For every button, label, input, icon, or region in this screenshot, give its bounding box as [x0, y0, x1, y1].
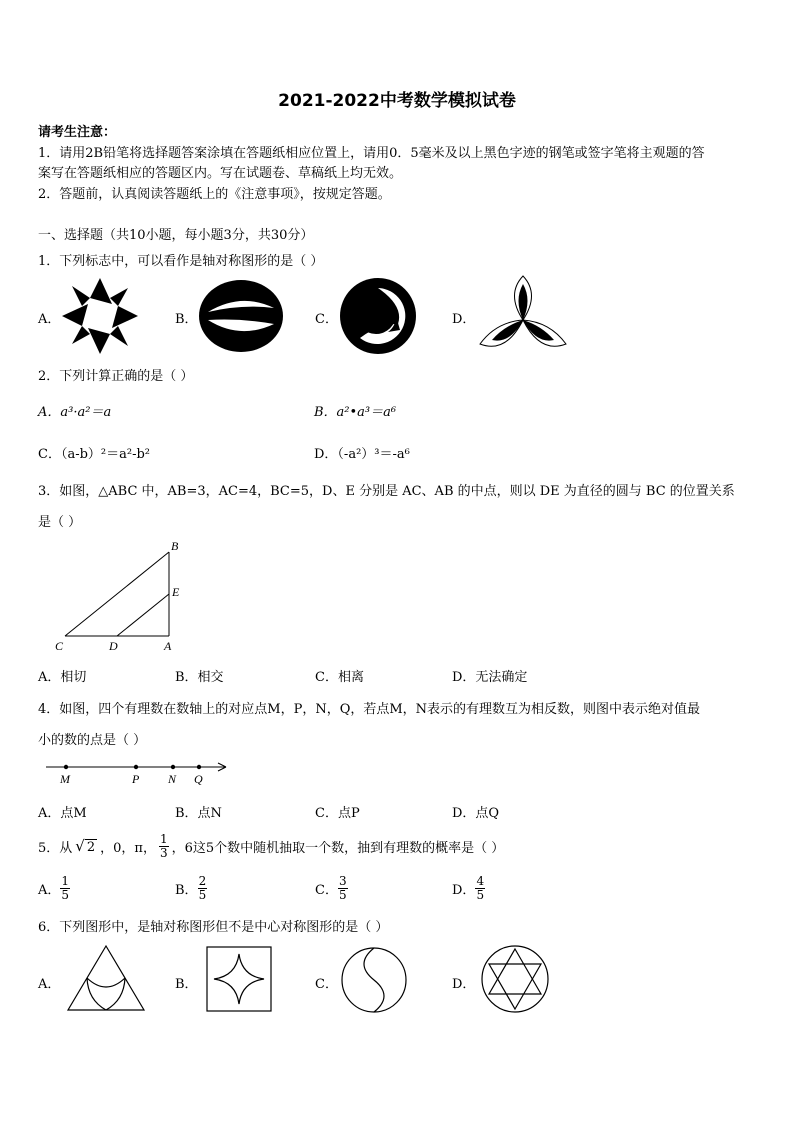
q5-option-d: [452, 870, 485, 906]
q5-option-c-frac: [338, 875, 348, 902]
label-a: A: [164, 639, 172, 653]
q6-shape-b-square-star-icon: [206, 946, 272, 1012]
den: 5: [198, 887, 207, 902]
q5-stem-post: ，6这5个数中随机抽取一个数，抽到有理数的概率是（ ）: [171, 840, 505, 856]
q5-sqrt: [75, 837, 97, 855]
label-p: P: [132, 772, 140, 786]
q1-logo-a-pinwheel-icon: [60, 276, 140, 356]
den: 5: [476, 887, 485, 902]
q5-frac-num: 1: [159, 831, 168, 846]
q5-option-d-label: D．: [452, 882, 476, 898]
point-p: [134, 765, 138, 769]
q1-option-d-label: D．: [452, 312, 476, 327]
label-m: M: [60, 772, 70, 786]
label-e: E: [172, 585, 180, 599]
q4-number-line: [44, 756, 234, 786]
q2-option-d: D．（-a²）³＝-a⁶: [314, 447, 410, 462]
page-title: 2021-2022中考数学模拟试卷: [278, 91, 516, 111]
q6-option-b-label: B．: [175, 977, 198, 992]
q5-option-c: [315, 870, 348, 906]
q5-option-c-label: C．: [315, 882, 338, 898]
num: 3: [338, 873, 347, 888]
notice-line-2: 2．答题前，认真阅读答题纸上的《注意事项》，按规定答题。: [38, 187, 391, 202]
q5-fraction: [159, 833, 169, 860]
q5-option-b: [175, 870, 207, 906]
q5-frac-den: 3: [159, 845, 168, 860]
label-q: Q: [194, 772, 203, 786]
q4-option-c: C．点P: [315, 806, 360, 821]
q6-option-d-label: D．: [452, 977, 476, 992]
q6-shape-a-triangle-arcs-icon: [66, 944, 146, 1012]
q5-option-a-frac: [60, 875, 70, 902]
q5-option-a-label: A．: [38, 882, 61, 898]
q1-logo-d-trefoil-icon: [476, 274, 570, 358]
num: 2: [198, 873, 207, 888]
num: 1: [61, 873, 70, 888]
q6-shape-c-taiji-icon: [340, 946, 408, 1014]
q4-option-b: B．点N: [175, 806, 222, 821]
q4-option-d: D．点Q: [452, 806, 500, 821]
q6-option-c-label: C．: [315, 977, 338, 992]
q5-option-a: [38, 870, 70, 906]
point-m: [64, 765, 68, 769]
q4-stem-line-2: 小的数的点是（ ）: [38, 733, 147, 748]
num: 4: [476, 873, 485, 888]
q3-stem-line-1: 3．如图，△ABC 中，AB=3，AC=4，BC=5，D、E 分别是 AC、AB 的中点，则以 DE 为直径的圆与 BC 的位置关系: [38, 484, 735, 499]
notice-line-1a: 1．请用2B铅笔将选择题答案涂填在答题纸相应位置上，请用0．5毫米及以上黑色字迹的钢笔或签字笔将主观题的答: [38, 146, 705, 161]
q3-option-b: B．相交: [175, 670, 224, 685]
q3-option-d: D．无法确定: [452, 670, 528, 685]
label-d: D: [109, 639, 118, 653]
q6-shape-d-hexagram-icon: [480, 944, 550, 1014]
segment-cb: [65, 552, 169, 636]
q5-sqrt-value: 2: [86, 840, 96, 855]
q5-stem: [38, 828, 504, 864]
q6-option-a-label: A．: [38, 977, 61, 992]
q1-stem: 1．下列标志中，可以看作是轴对称图形的是（ ）: [38, 254, 324, 269]
q5-option-b-label: B．: [175, 882, 198, 898]
q5-stem-mid: ，0，π，: [100, 840, 156, 856]
q5-stem-pre: 5．从: [38, 840, 73, 856]
label-n: N: [168, 772, 177, 786]
q6-stem: 6．下列图形中，是轴对称图形但不是中心对称图形的是（ ）: [38, 920, 389, 935]
den: 5: [61, 887, 70, 902]
label-b: B: [171, 539, 179, 553]
q4-stem-line-1: 4．如图，四个有理数在数轴上的对应点M，P，N，Q，若点M，N表示的有理数互为相反数，则图中表示绝对值最: [38, 702, 701, 717]
sqrt-icon: √: [75, 837, 85, 855]
q5-option-d-frac: [475, 875, 485, 902]
den: 5: [338, 887, 347, 902]
q2-stem: 2．下列计算正确的是（ ）: [38, 369, 194, 384]
q2-option-c: C．（a-b）²＝a²-b²: [38, 447, 151, 462]
q1-option-c-label: C．: [315, 312, 338, 327]
q1-logo-b-ring-icon: [198, 278, 284, 354]
q3-stem-line-2: 是（ ）: [38, 515, 82, 530]
notice-heading: 请考生注意：: [38, 125, 117, 140]
point-n: [171, 765, 175, 769]
q2-option-a: A．a³·a²＝a: [38, 405, 112, 420]
q4-option-a: A．点M: [38, 806, 87, 821]
q1-option-a-label: A．: [38, 312, 61, 327]
q1-logo-c-circle-icon: [338, 276, 418, 356]
q2-option-b: B．a²•a³＝a⁶: [314, 405, 397, 420]
label-c: C: [55, 639, 64, 653]
section-heading: 一、选择题（共10小题，每小题3分，共30分）: [38, 228, 314, 243]
q3-option-a: A．相切: [38, 670, 87, 685]
q3-triangle-figure: [52, 540, 187, 655]
point-q: [197, 765, 201, 769]
q1-option-b-label: B．: [175, 312, 198, 327]
q5-option-b-frac: [198, 875, 208, 902]
segment-de: [117, 594, 169, 636]
notice-line-1b: 案写在答题纸相应的答题区内。写在试题卷、草稿纸上均无效。: [38, 166, 403, 181]
q3-option-c: C．相离: [315, 670, 364, 685]
